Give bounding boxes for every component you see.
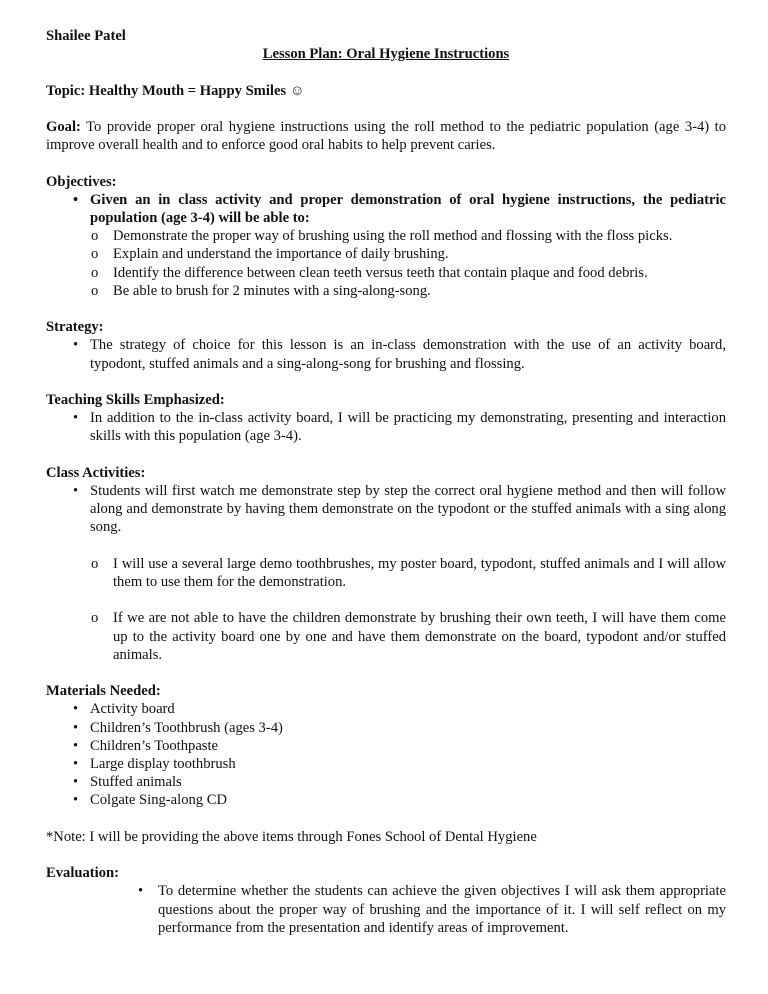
list-item [46, 555, 726, 591]
strategy-heading: Strategy: [46, 319, 104, 336]
bullet-icon: • [73, 701, 79, 718]
list-item [46, 773, 726, 791]
teaching-item: In addition to the in-class activity board, I will be practicing my demonstrating, presenting and interaction skills with this population (age 3-4). [90, 410, 726, 445]
goal [46, 118, 726, 154]
sub-bullet-icon: o [91, 610, 99, 627]
list-item [46, 700, 726, 718]
list-item [46, 264, 726, 282]
document-page [46, 27, 726, 937]
sub-bullet-icon: o [91, 555, 99, 572]
evaluation-heading: Evaluation: [46, 865, 119, 882]
sub-bullet-icon: o [91, 228, 99, 245]
list-item [46, 482, 726, 537]
bullet-icon: • [73, 482, 79, 499]
list-item [46, 245, 726, 263]
objective-item: Identify the difference between clean teeth versus teeth that contain plaque and food debris. [113, 264, 648, 281]
activity-main: Students will first watch me demonstrate step by step the correct oral hygiene method and then will follow along and demonstrate by having them demonstrate on the typodont or the stuffed animals with a sing along song. [90, 482, 726, 536]
list-item [46, 336, 726, 372]
materials-heading: Materials Needed: [46, 683, 161, 700]
list-item [46, 755, 726, 773]
topic-label: Topic: [46, 82, 86, 99]
material-item: Activity board [90, 701, 175, 718]
list-item [46, 282, 726, 300]
list-item [46, 609, 726, 664]
activity-item: If we are not able to have the children demonstrate by brushing their own teeth, I will have them come up to the activity board one by one and have them demonstrate on the board, typodont and/or stuffed animals. [113, 610, 726, 663]
objective-item: Demonstrate the proper way of brushing using the roll method and flossing with the floss picks. [113, 228, 673, 245]
topic [46, 82, 726, 100]
goal-label: Goal: [46, 118, 81, 135]
evaluation-item: To determine whether the students can achieve the given objectives I will ask them appropriate questions about the proper way of brushing and the importance of it. I will self reflect on my performance from the presentation and identify areas of improvement. [158, 883, 726, 936]
bullet-icon: • [73, 774, 79, 791]
list-item [46, 191, 726, 227]
bullet-icon: • [138, 883, 144, 900]
list-item [46, 719, 726, 737]
list-item [46, 882, 726, 937]
bullet-icon: • [73, 737, 79, 754]
activity-item: I will use a several large demo toothbrushes, my poster board, typodont, stuffed animals and I will allow them to use them for the demonstration. [113, 555, 726, 590]
bullet-icon: • [73, 755, 79, 772]
objective-item: Be able to brush for 2 minutes with a sing-along-song. [113, 282, 431, 299]
objective-main: Given an in class activity and proper demonstration of oral hygiene instructions, the pediatric population (age 3-4) will be able to: [90, 191, 726, 226]
list-item [46, 791, 726, 809]
objectives-heading: Objectives: [46, 173, 117, 190]
strategy-item: The strategy of choice for this lesson is an in-class demonstration with the use of an activity board, typodont, stuffed animals and a sing-along-song for brushing and flossing. [90, 337, 726, 372]
teaching-heading: Teaching Skills Emphasized: [46, 391, 225, 408]
list-item [46, 409, 726, 445]
sub-bullet-icon: o [91, 246, 99, 263]
material-item: Children’s Toothpaste [90, 737, 219, 754]
bullet-icon: • [73, 792, 79, 809]
goal-text: To provide proper oral hygiene instructions using the roll method to the pediatric population (age 3-4) to improve overall health and to enforce good oral habits to help prevent caries. [46, 118, 726, 154]
sub-bullet-icon: o [91, 264, 99, 281]
material-item: Large display toothbrush [90, 755, 236, 772]
list-item [46, 737, 726, 755]
material-item: Children’s Toothbrush (ages 3-4) [90, 719, 283, 736]
sub-bullet-icon: o [91, 282, 99, 299]
bullet-icon: • [73, 337, 79, 354]
material-item: Colgate Sing-along CD [90, 792, 228, 809]
note: *Note: I will be providing the above items through Fones School of Dental Hygiene [46, 828, 537, 845]
author-name: Shailee Patel [46, 28, 126, 44]
document-title: Lesson Plan: Oral Hygiene Instructions [262, 46, 510, 63]
material-item: Stuffed animals [90, 774, 182, 791]
topic-text: Healthy Mouth = Happy Smiles ☺ [88, 82, 305, 99]
activities-heading: Class Activities: [46, 464, 146, 481]
bullet-icon: • [73, 410, 79, 427]
bullet-icon: • [73, 191, 79, 208]
bullet-icon: • [73, 719, 79, 736]
list-item [46, 227, 726, 245]
objective-item: Explain and understand the importance of daily brushing. [113, 246, 449, 263]
